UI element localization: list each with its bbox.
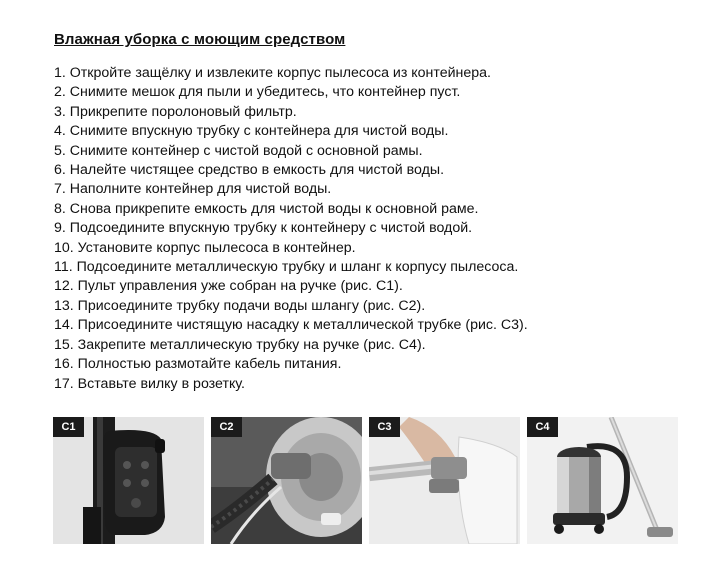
list-item: 16. Полностью размотайте кабель питания. (54, 356, 342, 373)
figure-c2-label: C2 (211, 417, 242, 437)
list-item: 4. Снимите впускную трубку с контейнера для чистой воды. (54, 123, 449, 140)
list-item: 11. Подсоедините металлическую трубку и шланг к корпусу пылесоса. (54, 259, 519, 276)
list-item: 6. Налейте чистящее средство в емкость для чистой воды. (54, 162, 445, 179)
list-item: 14. Присоедините чистящую насадку к металлической трубке (рис. C3). (54, 317, 528, 334)
figure-c1-label: C1 (53, 417, 84, 437)
list-item: 7. Наполните контейнер для чистой воды. (54, 181, 332, 198)
list-item: 8. Снова прикрепите емкость для чистой воды к основной раме. (54, 200, 479, 217)
figure-c4 (527, 417, 678, 544)
list-item: 5. Снимите контейнер с чистой водой с основной рамы. (54, 142, 423, 159)
figure-c3-label: C3 (369, 417, 400, 437)
steps-list (54, 64, 528, 394)
list-item: 10. Установите корпус пылесоса в контейнер. (54, 239, 356, 256)
list-item: 1. Откройте защёлку и извлеките корпус пылесоса из контейнера. (54, 65, 491, 81)
figure-c4-label: C4 (527, 417, 558, 437)
list-item: 12. Пульт управления уже собран на ручке (рис. C1). (54, 278, 403, 295)
figure-strip (53, 417, 679, 545)
list-item: 15. Закрепите металлическую трубку на ручке (рис. C4). (54, 336, 426, 353)
list-item: 2. Снимите мешок для пыли и убедитесь, что контейнер пуст. (54, 84, 461, 101)
list-item: 9. Подсоедините впускную трубку к контейнеру с чистой водой. (54, 220, 473, 237)
list-item: 17. Вставьте вилку в розетку. (54, 375, 245, 392)
list-item: 13. Присоедините трубку подачи воды шлангу (рис. C2). (54, 297, 426, 314)
figure-c1 (53, 417, 204, 544)
list-item: 3. Прикрепите поролоновый фильтр. (54, 103, 297, 120)
section-heading: Влажная уборка с моющим средством (54, 31, 346, 48)
figure-c3 (369, 417, 520, 544)
figure-c2 (211, 417, 362, 544)
